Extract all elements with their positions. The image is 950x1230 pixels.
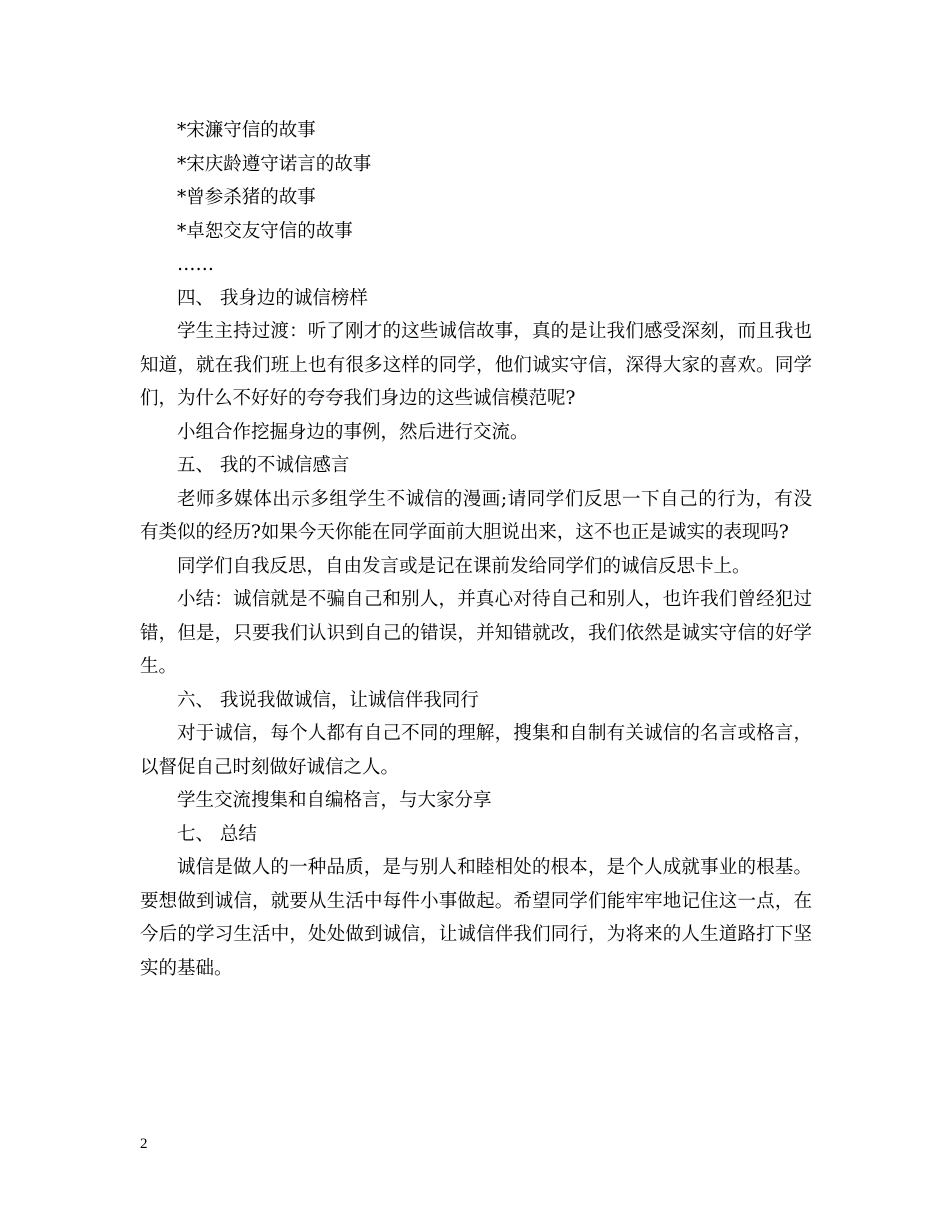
story-list-item: *宋濂守信的故事	[177, 120, 316, 141]
paragraph: 学生主持过渡：听了刚才的这些诚信故事，真的是让我们感受深刻，而且我也知道，就在我们班上也有很多这样的同学，他们诚实守信，深得大家的喜欢。同学们，为什么不好好的夸夸我们身边的这些诚信模范呢?	[140, 321, 812, 409]
story-list-item: *宋庆龄遵守诺言的故事	[177, 153, 372, 175]
paragraph: 对于诚信，每个人都有自己不同的理解，搜集和自制有关诚信的名言或格言，以督促自己时刻做好诚信之人。	[140, 723, 812, 778]
section-heading: 四、 我身边的诚信榜样	[177, 287, 368, 309]
paragraph: 小组合作挖掘身边的事例，然后进行交流。	[177, 421, 529, 443]
document-page	[140, 114, 812, 985]
paragraph: 学生交流搜集和自编格言，与大家分享	[177, 790, 492, 811]
story-list-item: *曾参杀猪的故事	[177, 187, 316, 208]
story-list-item: *卓恕交友守信的故事	[177, 220, 353, 242]
section-heading: 六、 我说我做诚信，让诚信伴我同行	[177, 689, 479, 711]
paragraph: 同学们自我反思，自由发言或是记在课前发给同学们的诚信反思卡上。	[177, 555, 751, 577]
section-heading: 七、 总结	[177, 823, 257, 845]
list-ellipsis: ……	[177, 254, 214, 275]
paragraph: 诚信是做人的一种品质，是与别人和睦相处的根本，是个人成就事业的根基。要想做到诚信，就要从生活中每件小事做起。希望同学们能牢牢地记住这一点，在今后的学习生活中，处处做到诚信，让诚信伴我们同行，为将来的人生道路打下坚实的基础。	[140, 857, 812, 979]
paragraph: 小结：诚信就是不骗自己和别人，并真心对待自己和别人，也许我们曾经犯过错，但是，只要我们认识到自己的错误，并知错就改，我们依然是诚实守信的好学生。	[140, 589, 812, 677]
section-heading: 五、 我的不诚信感言	[177, 455, 350, 476]
page-number: 2	[140, 1136, 148, 1152]
paragraph: 老师多媒体出示多组学生不诚信的漫画;请同学们反思一下自己的行为，有没有类似的经历?如果今天你能在同学面前大胆说出来，这不也正是诚实的表现吗?	[140, 488, 812, 543]
